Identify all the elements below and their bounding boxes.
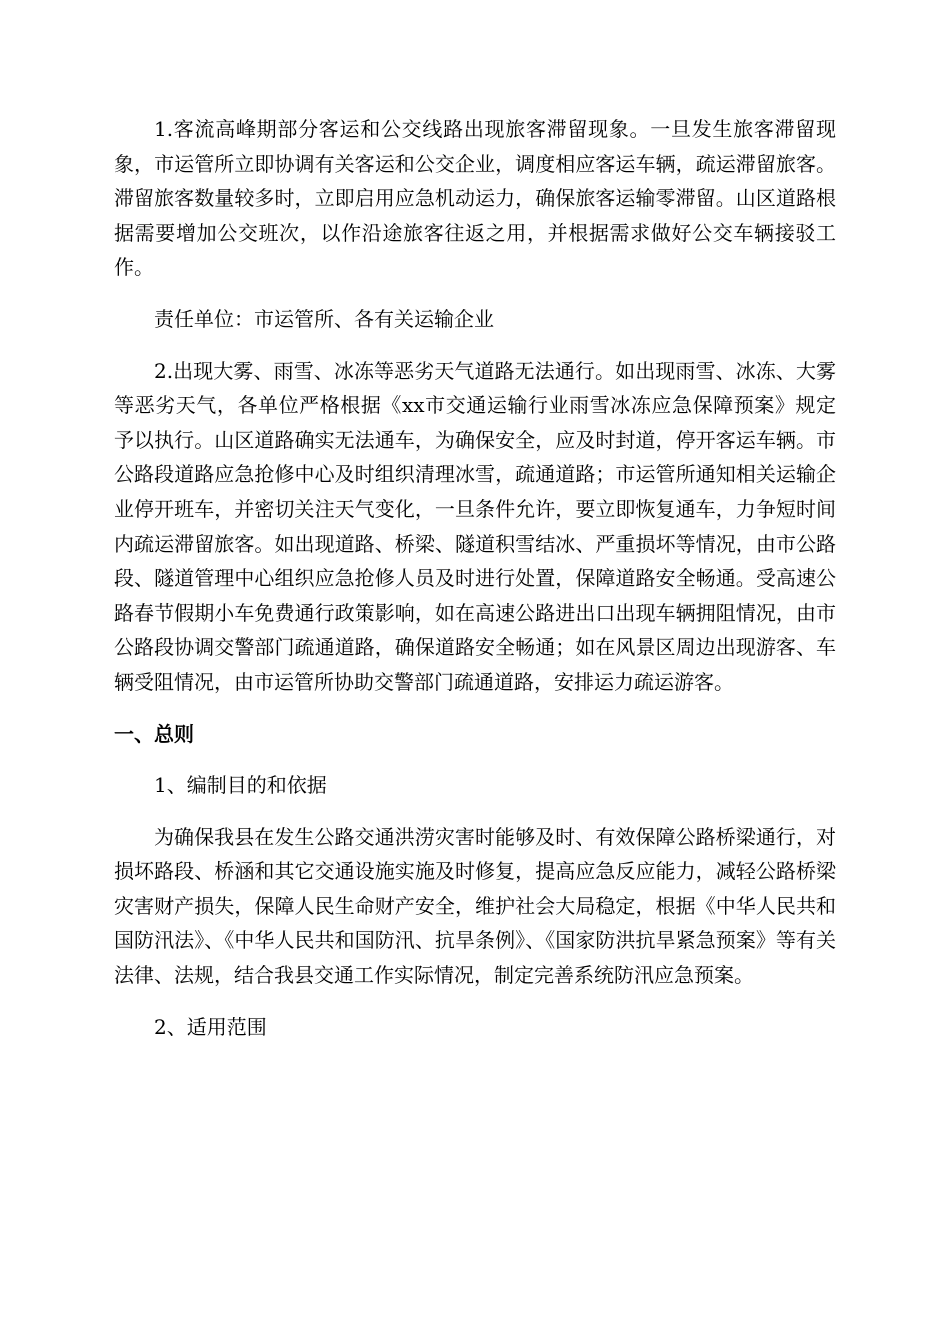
paragraph-responsible-units: 责任单位：市运管所、各有关运输企业 — [154, 306, 494, 331]
subheading-purpose-basis: 1、编制目的和依据 — [154, 773, 327, 798]
paragraph-passenger-stranding: 1.客流高峰期部分客运和公交线路出现旅客滞留现象。一旦发生旅客滞留现象，市运管所立即协调有关客运和公交企业，调度相应客运车辆，疏运滞留旅客。滞留旅客数量较多时，立即启用应急机动运力，确保旅客运输零滞留。山区道路根据需要增加公交班次，以作沿途旅客往返之用，并根据需求做好公交车辆接驳工作。 — [114, 117, 836, 280]
document-page — [114, 112, 836, 1044]
subheading-scope: 2、适用范围 — [154, 1014, 267, 1039]
paragraph-purpose-basis: 为确保我县在发生公路交通洪涝灾害时能够及时、有效保障公路桥梁通行，对损坏路段、桥涵和其它交通设施实施及时修复，提高应急反应能力，减轻公路桥梁灾害财产损失，保障人民生命财产安全，维护社会大局稳定，根据《中华人民共和国防汛法》、《中华人民共和国防汛、抗旱条例》、《国家防洪抗旱紧急预案》等有关法律、法规，结合我县交通工作实际情况，制定完善系统防汛应急预案。 — [114, 824, 836, 988]
section-heading-general-principles: 一、总则 — [114, 721, 194, 746]
paragraph-severe-weather: 2.出现大雾、雨雪、冰冻等恶劣天气道路无法通行。如出现雨雪、冰冻、大雾等恶劣天气，各单位严格根据《xx市交通运输行业雨雪冰冻应急保障预案》规定予以执行。山区道路确实无法通车，为确保安全，应及时封道，停开客运车辆。市公路段道路应急抢修中心及时组织清理冰雪，疏通道路；市运管所通知相关运输企业停开班车，并密切关注天气变化，一旦条件允许，要立即恢复通车，力争短时间内疏运滞留旅客。如出现道路、桥梁、隧道积雪结冰、严重损坏等情况，由市公路段、隧道管理中心组织应急抢修人员及时进行处置，保障道路安全畅通。受高速公路春节假期小车免费通行政策影响，如在高速公路进出口出现车辆拥阻情况，由市公路段协调交警部门疏通道路，确保道路安全畅通；如在风景区周边出现游客、车辆受阻情况，由市运管所协助交警部门疏通道路，安排运力疏运游客。 — [114, 358, 836, 694]
